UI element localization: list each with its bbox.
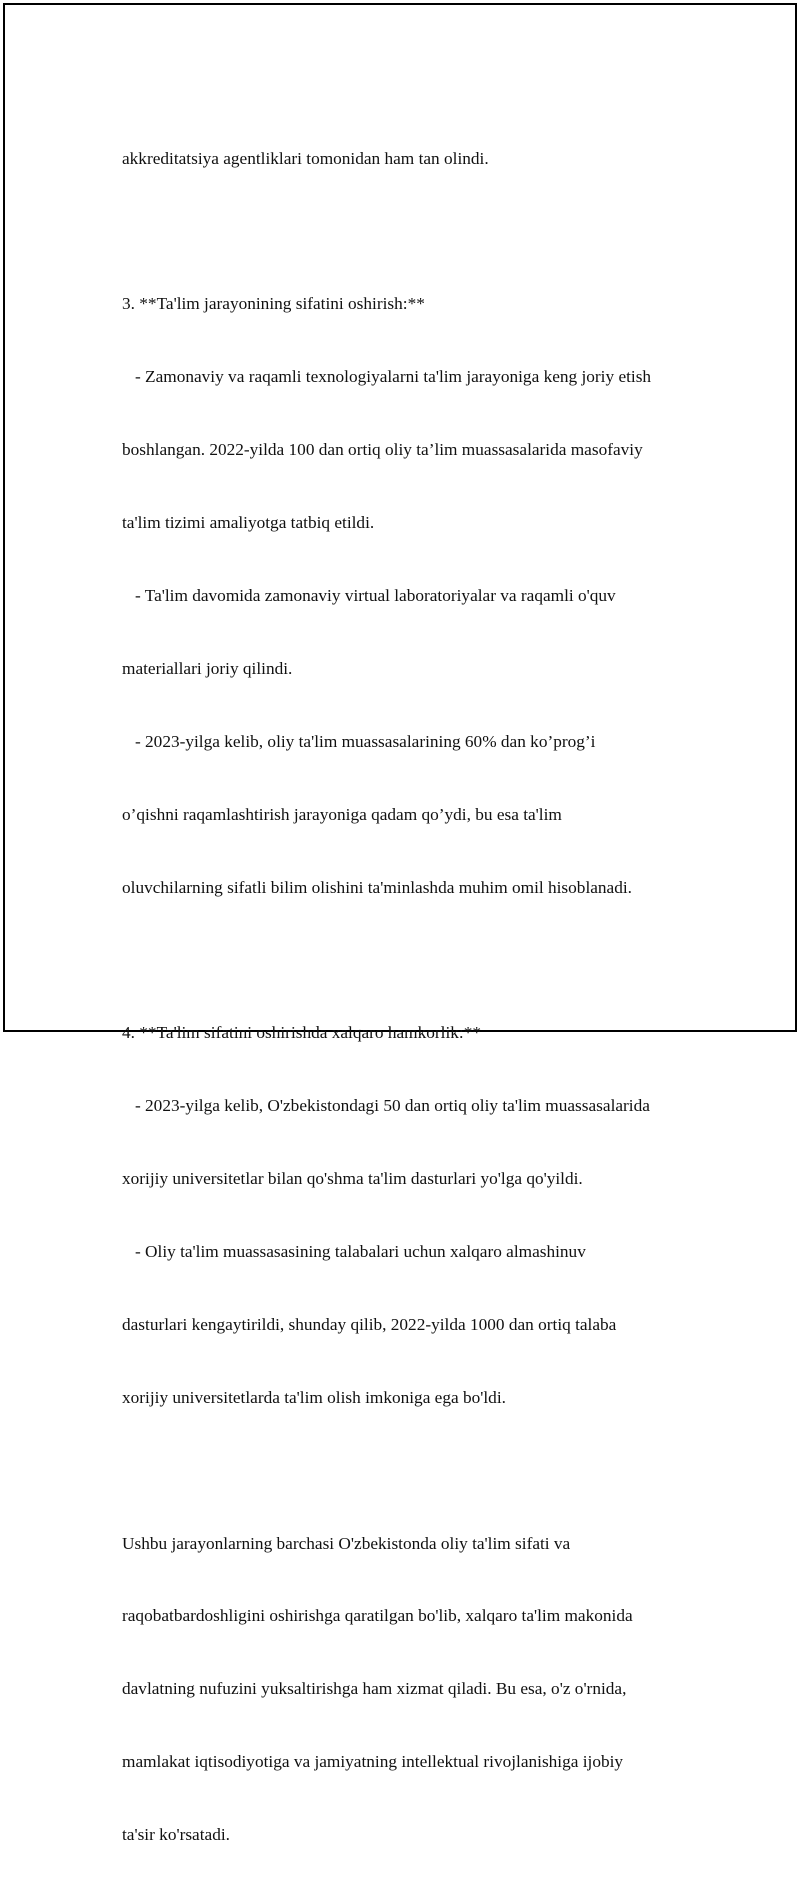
conclusion-line: Ushbu jarayonlarning barchasi O'zbekistonda oliy ta'lim sifati va — [122, 1533, 571, 1553]
text-line: boshlangan. 2022-yilda 100 dan ortiq oliy ta’lim muassasalarida masofaviy — [122, 440, 643, 460]
section-3-heading: 3. **Ta'lim jarayonining sifatini oshirish:** — [122, 294, 425, 314]
text-line: ta'lim tizimi amaliyotga tatbiq etildi. — [122, 513, 375, 533]
conclusion-line: davlatning nufuzini yuksaltirishga ham xizmat qiladi. Bu esa, o'z o'rnida, — [122, 1679, 627, 1699]
text-line: - Zamonaviy va raqamli texnologiyalarni ta'lim jarayoniga keng joriy etish — [122, 367, 652, 387]
blank-line — [122, 219, 712, 243]
text-line: xorijiy universitetlar bilan qo'shma ta'lim dasturlari yo'lga qo'yildi. — [122, 1169, 583, 1189]
page-border — [3, 3, 797, 1845]
text-line: - Ta'lim davomida zamonaviy virtual laboratoriyalar va raqamli o'quv — [122, 585, 616, 605]
text-line: - 2023-yilga kelib, O'zbekistondagi 50 dan ortiq oliy ta'lim muassasalarida — [122, 1096, 650, 1116]
conclusion-line: raqobatbardoshligini oshirishga qaratilgan bo'lib, xalqaro ta'lim makonida — [122, 1606, 633, 1626]
text-line: - 2023-yilga kelib, oliy ta'lim muassasalarining 60% dan ko’prog’i — [122, 731, 596, 751]
text-line: o’qishni raqamlashtirish jarayoniga qadam qo’ydi, bu esa ta'lim — [122, 804, 562, 824]
document-body — [122, 98, 712, 1896]
text-line: akkreditatsiya agentliklari tomonidan ham tan olindi. — [122, 148, 489, 168]
conclusion-line: ta'sir ko'rsatadi. — [122, 1825, 230, 1845]
section-4-heading: 4. **Ta'lim sifatini oshirishda xalqaro hamkorlik:** — [122, 1023, 481, 1043]
text-line: - Oliy ta'lim muassasasining talabalari uchun xalqaro almashinuv — [122, 1241, 586, 1261]
text-line: xorijiy universitetlarda ta'lim olish imkoniga ega bo'ldi. — [122, 1387, 506, 1407]
conclusion-line: mamlakat iqtisodiyotiga va jamiyatning intellektual rivojlanishiga ijobiy — [122, 1752, 624, 1772]
text-line: materiallari joriy qilindi. — [122, 658, 293, 678]
text-line: dasturlari kengaytirildi, shunday qilib, 2022-yilda 1000 dan ortiq talaba — [122, 1314, 617, 1334]
blank-line — [122, 1459, 712, 1483]
text-line: oluvchilarning sifatli bilim olishini ta'minlashda muhim omil hisoblanadi. — [122, 877, 632, 897]
blank-line — [122, 948, 712, 972]
